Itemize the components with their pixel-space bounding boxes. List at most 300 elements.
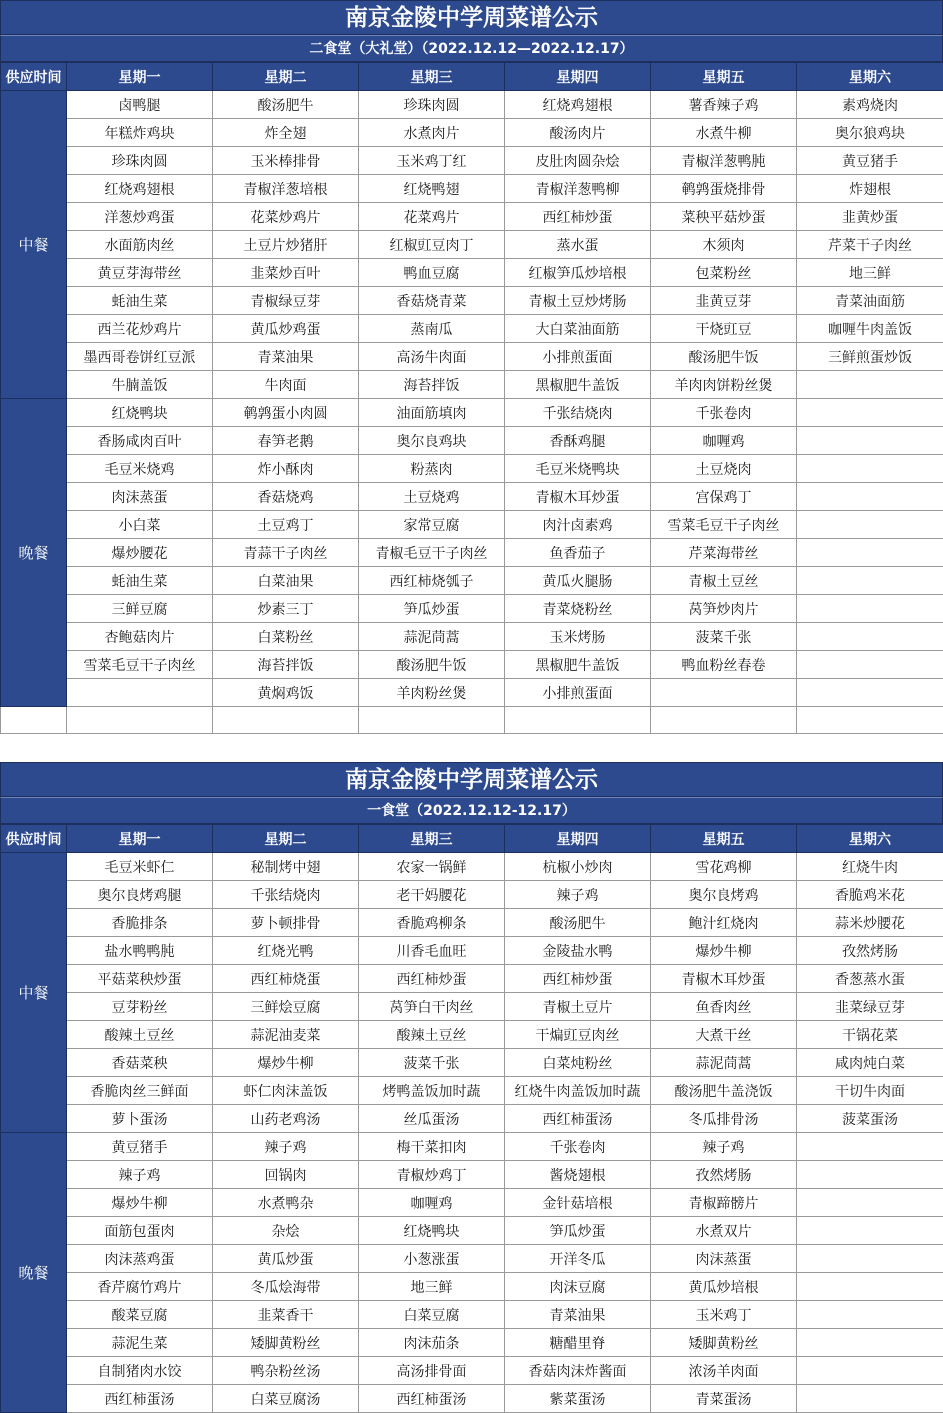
dish-cell: 千张结烧肉 (213, 881, 359, 909)
dish-cell: 黄焖鸡饭 (213, 679, 359, 707)
dish-cell: 牛肉面 (213, 371, 359, 399)
empty-cell (359, 707, 505, 734)
dish-cell: 红椒笋瓜炒培根 (505, 259, 651, 287)
dish-cell: 大白菜油面筋 (505, 315, 651, 343)
day-header: 星期五 (651, 63, 797, 91)
dish-cell: 青椒土豆炒烤肠 (505, 287, 651, 315)
dish-cell: 雪菜毛豆干子肉丝 (651, 511, 797, 539)
dish-cell: 奥尔良烤鸡腿 (67, 881, 213, 909)
dish-cell: 黑椒肥牛盖饭 (505, 651, 651, 679)
dish-cell: 杭椒小炒肉 (505, 853, 651, 881)
day-header: 星期三 (359, 825, 505, 853)
dish-cell: 辣子鸡 (213, 1133, 359, 1161)
dish-cell: 肉沫豆腐 (505, 1273, 651, 1301)
dish-cell (797, 1385, 943, 1413)
dish-cell: 西红柿炒蛋 (505, 965, 651, 993)
dish-cell: 酱烧翅根 (505, 1161, 651, 1189)
dish-cell: 酸汤肥牛盖浇饭 (651, 1077, 797, 1105)
dish-cell: 雪菜毛豆干子肉丝 (67, 651, 213, 679)
dish-cell: 黄瓜炒培根 (651, 1273, 797, 1301)
dish-cell: 三鲜烩豆腐 (213, 993, 359, 1021)
dish-cell: 西红柿蛋汤 (359, 1385, 505, 1413)
dish-cell: 青椒绿豆芽 (213, 287, 359, 315)
dish-cell: 爆炒牛柳 (651, 937, 797, 965)
dish-cell: 水煮双片 (651, 1217, 797, 1245)
dish-cell: 杏鲍菇肉片 (67, 623, 213, 651)
dish-cell: 鲍汁红烧肉 (651, 909, 797, 937)
dish-cell: 青菜油果 (213, 343, 359, 371)
dish-cell: 冬瓜烩海带 (213, 1273, 359, 1301)
dish-cell: 红烧鸭块 (67, 399, 213, 427)
dish-cell: 香脆肉丝三鲜面 (67, 1077, 213, 1105)
dish-cell: 山药老鸡汤 (213, 1105, 359, 1133)
table-row (1, 539, 943, 567)
dish-cell: 酸汤肥牛 (213, 91, 359, 119)
meal-label: 中餐 (1, 853, 67, 1133)
day-header: 星期五 (651, 825, 797, 853)
table-row (1, 1161, 943, 1189)
dish-cell: 干烧豇豆 (651, 315, 797, 343)
dish-cell: 小排煎蛋面 (505, 679, 651, 707)
menu-subtitle: 一食堂（2022.12.12-12.17） (0, 797, 943, 824)
dish-cell: 浓汤羊肉面 (651, 1357, 797, 1385)
table-row (1, 1273, 943, 1301)
dish-cell: 西红柿烧蛋 (213, 965, 359, 993)
dish-cell: 秘制烤中翅 (213, 853, 359, 881)
dish-cell: 地三鲜 (359, 1273, 505, 1301)
dish-cell: 青椒木耳炒蛋 (505, 483, 651, 511)
dish-cell: 玉米鸡丁红 (359, 147, 505, 175)
table-row (1, 1385, 943, 1413)
meal-label: 晚餐 (1, 399, 67, 707)
dish-cell: 卤鸭腿 (67, 91, 213, 119)
dish-cell: 青椒毛豆干子肉丝 (359, 539, 505, 567)
dish-cell: 菠菜蛋汤 (797, 1105, 943, 1133)
dish-cell: 青椒洋葱鸭肫 (651, 147, 797, 175)
dish-cell: 香肠咸肉百叶 (67, 427, 213, 455)
dish-cell: 咖喱牛肉盖饭 (797, 315, 943, 343)
dish-cell: 韭黄炒蛋 (797, 203, 943, 231)
table-row (1, 315, 943, 343)
dish-cell: 咖喱鸡 (359, 1189, 505, 1217)
dish-cell: 老干妈腰花 (359, 881, 505, 909)
dish-cell: 韭菜香干 (213, 1301, 359, 1329)
dish-cell: 西红柿炒蛋 (505, 203, 651, 231)
table-row (1, 1217, 943, 1245)
dish-cell: 辣子鸡 (505, 881, 651, 909)
table-row (1, 937, 943, 965)
dish-cell: 酸汤肉片 (505, 119, 651, 147)
dish-cell (797, 1301, 943, 1329)
table-row (1, 965, 943, 993)
dish-cell: 白菜豆腐汤 (213, 1385, 359, 1413)
table-row (1, 567, 943, 595)
dish-cell: 白菜豆腐 (359, 1301, 505, 1329)
day-header: 星期四 (505, 825, 651, 853)
dish-cell (797, 651, 943, 679)
dish-cell: 韭菜绿豆芽 (797, 993, 943, 1021)
dish-cell: 蚝油生菜 (67, 287, 213, 315)
dish-cell: 雪花鸡柳 (651, 853, 797, 881)
dish-cell: 春笋老鹅 (213, 427, 359, 455)
dish-cell: 酸辣土豆丝 (67, 1021, 213, 1049)
dish-cell: 矮脚黄粉丝 (213, 1329, 359, 1357)
empty-cell (1, 707, 67, 734)
dish-cell: 爆炒牛柳 (67, 1189, 213, 1217)
dish-cell: 蒜米炒腰花 (797, 909, 943, 937)
table-row (1, 455, 943, 483)
table-row (1, 343, 943, 371)
dish-cell: 肉沫茄条 (359, 1329, 505, 1357)
table-row (1, 853, 943, 881)
day-header: 星期一 (67, 825, 213, 853)
dish-cell: 黑椒肥牛盖饭 (505, 371, 651, 399)
table-row (1, 1301, 943, 1329)
dish-cell: 蚝油生菜 (67, 567, 213, 595)
dish-cell: 蒜泥茼蒿 (651, 1049, 797, 1077)
dish-cell: 西红柿蛋汤 (67, 1385, 213, 1413)
dish-cell: 回锅肉 (213, 1161, 359, 1189)
dish-cell: 干切牛肉面 (797, 1077, 943, 1105)
dish-cell: 香菇菜秧 (67, 1049, 213, 1077)
dish-cell: 木须肉 (651, 231, 797, 259)
dish-cell: 土豆烧肉 (651, 455, 797, 483)
header-row (1, 825, 943, 853)
dish-cell: 蒜泥生菜 (67, 1329, 213, 1357)
dish-cell (797, 567, 943, 595)
dish-cell: 奥尔良鸡块 (359, 427, 505, 455)
dish-cell (67, 679, 213, 707)
meal-label: 中餐 (1, 91, 67, 399)
dish-cell: 开洋冬瓜 (505, 1245, 651, 1273)
dish-cell: 羊肉肉饼粉丝煲 (651, 371, 797, 399)
dish-cell: 干锅花菜 (797, 1021, 943, 1049)
time-header: 供应时间 (1, 63, 67, 91)
dish-cell: 西兰花炒鸡片 (67, 315, 213, 343)
table-row (1, 679, 943, 707)
dish-cell: 奥尔狼鸡块 (797, 119, 943, 147)
dish-cell: 青菜蛋汤 (651, 1385, 797, 1413)
dish-cell: 酸汤肥牛 (505, 909, 651, 937)
dish-cell: 小葱涨蛋 (359, 1245, 505, 1273)
table-row (1, 651, 943, 679)
table-row (1, 147, 943, 175)
dish-cell: 青椒木耳炒蛋 (651, 965, 797, 993)
dish-cell: 杂烩 (213, 1217, 359, 1245)
dish-cell: 菠菜千张 (651, 623, 797, 651)
dish-cell: 海苔拌饭 (359, 371, 505, 399)
dish-cell: 萝卜蛋汤 (67, 1105, 213, 1133)
dish-cell: 鱼香茄子 (505, 539, 651, 567)
dish-cell: 黄豆猪手 (797, 147, 943, 175)
table-row (1, 91, 943, 119)
dish-cell: 三鲜煎蛋炒饭 (797, 343, 943, 371)
dish-cell: 韭菜炒百叶 (213, 259, 359, 287)
dish-cell: 花菜鸡片 (359, 203, 505, 231)
dish-cell: 红烧鸡翅根 (67, 175, 213, 203)
dish-cell: 酸汤肥牛饭 (359, 651, 505, 679)
dish-cell: 矮脚黄粉丝 (651, 1329, 797, 1357)
empty-cell (505, 707, 651, 734)
dish-cell: 孜然烤肠 (651, 1161, 797, 1189)
dish-cell: 海苔拌饭 (213, 651, 359, 679)
dish-cell: 家常豆腐 (359, 511, 505, 539)
empty-cell (213, 707, 359, 734)
dish-cell: 炒素三丁 (213, 595, 359, 623)
empty-cell (67, 707, 213, 734)
dish-cell: 青椒炒鸡丁 (359, 1161, 505, 1189)
dish-cell: 金针菇培根 (505, 1189, 651, 1217)
dish-cell (797, 595, 943, 623)
day-header: 星期三 (359, 63, 505, 91)
table-row (1, 909, 943, 937)
dish-cell: 青椒土豆片 (505, 993, 651, 1021)
dish-cell (797, 511, 943, 539)
dish-cell: 孜然烤肠 (797, 937, 943, 965)
dish-cell: 蒜泥茼蒿 (359, 623, 505, 651)
dish-cell (797, 1217, 943, 1245)
dish-cell: 红椒豇豆肉丁 (359, 231, 505, 259)
dish-cell: 萝卜顿排骨 (213, 909, 359, 937)
dish-cell: 红烧鸡翅根 (505, 91, 651, 119)
dish-cell: 土豆烧鸡 (359, 483, 505, 511)
dish-cell: 三鲜豆腐 (67, 595, 213, 623)
dish-cell: 青蒜干子肉丝 (213, 539, 359, 567)
dish-cell (797, 427, 943, 455)
dish-cell: 青椒土豆丝 (651, 567, 797, 595)
dish-cell: 金陵盐水鸭 (505, 937, 651, 965)
dish-cell: 大煮干丝 (651, 1021, 797, 1049)
dish-cell (797, 1133, 943, 1161)
dish-cell: 青菜烧粉丝 (505, 595, 651, 623)
dish-cell: 面筋包蛋肉 (67, 1217, 213, 1245)
dish-cell: 鸭血粉丝春卷 (651, 651, 797, 679)
dish-cell: 鸭血豆腐 (359, 259, 505, 287)
table-row (1, 483, 943, 511)
table-row (1, 371, 943, 399)
dish-cell: 烤鸭盖饭加时蔬 (359, 1077, 505, 1105)
empty-cell (797, 707, 943, 734)
menu-table (0, 62, 943, 734)
dish-cell: 西红柿炒蛋 (359, 965, 505, 993)
dish-cell: 宫保鸡丁 (651, 483, 797, 511)
dish-cell: 玉米鸡丁 (651, 1301, 797, 1329)
table-row (1, 1245, 943, 1273)
dish-cell: 玉米棒排骨 (213, 147, 359, 175)
dish-cell: 皮肚肉圆杂烩 (505, 147, 651, 175)
dish-cell: 糖醋里脊 (505, 1329, 651, 1357)
dish-cell: 菜秧平菇炒蛋 (651, 203, 797, 231)
dish-cell: 水煮鸭杂 (213, 1189, 359, 1217)
dish-cell: 青椒洋葱鸭柳 (505, 175, 651, 203)
dish-cell: 豆芽粉丝 (67, 993, 213, 1021)
table-row (1, 231, 943, 259)
table-row (1, 427, 943, 455)
table-row (1, 175, 943, 203)
dish-cell: 紫菜蛋汤 (505, 1385, 651, 1413)
dish-cell: 千张结烧肉 (505, 399, 651, 427)
dish-cell: 白菜炖粉丝 (505, 1049, 651, 1077)
dish-cell: 盐水鸭鸭肫 (67, 937, 213, 965)
dish-cell: 爆炒腰花 (67, 539, 213, 567)
dish-cell: 蒸南瓜 (359, 315, 505, 343)
table-row (1, 259, 943, 287)
dish-cell: 冬瓜排骨汤 (651, 1105, 797, 1133)
dish-cell: 肉汁卤素鸡 (505, 511, 651, 539)
table-row (1, 1133, 943, 1161)
dish-cell: 香芹腐竹鸡片 (67, 1273, 213, 1301)
dish-cell: 黄瓜炒蛋 (213, 1245, 359, 1273)
time-header: 供应时间 (1, 825, 67, 853)
dish-cell: 粉蒸肉 (359, 455, 505, 483)
table-row (1, 1049, 943, 1077)
dish-cell: 土豆片炒猪肝 (213, 231, 359, 259)
header-row (1, 63, 943, 91)
dish-cell (797, 623, 943, 651)
dish-cell: 水煮肉片 (359, 119, 505, 147)
dish-cell: 菠菜千张 (359, 1049, 505, 1077)
dish-cell: 花菜炒鸡片 (213, 203, 359, 231)
dish-cell: 西红柿蛋汤 (505, 1105, 651, 1133)
dish-cell (797, 1329, 943, 1357)
dish-cell: 小白菜 (67, 511, 213, 539)
meal-label: 晚餐 (1, 1133, 67, 1413)
dish-cell (797, 1357, 943, 1385)
dish-cell: 包菜粉丝 (651, 259, 797, 287)
dish-cell: 香酥鸡腿 (505, 427, 651, 455)
menu-title: 南京金陵中学周菜谱公示 (0, 762, 943, 797)
dish-cell: 肉沫蒸鸡蛋 (67, 1245, 213, 1273)
dish-cell: 鹌鹑蛋烧排骨 (651, 175, 797, 203)
dish-cell: 鹌鹑蛋小肉圆 (213, 399, 359, 427)
dish-cell: 平菇菜秧炒蛋 (67, 965, 213, 993)
blank-row (1, 707, 943, 734)
dish-cell: 炸翅根 (797, 175, 943, 203)
day-header: 星期六 (797, 825, 943, 853)
dish-cell: 青菜油果 (505, 1301, 651, 1329)
dish-cell: 青椒洋葱培根 (213, 175, 359, 203)
dish-cell: 素鸡烧肉 (797, 91, 943, 119)
dish-cell: 香脆排条 (67, 909, 213, 937)
dish-cell: 笋瓜炒蛋 (505, 1217, 651, 1245)
dish-cell: 咸肉炖白菜 (797, 1049, 943, 1077)
dish-cell: 香菇烧青菜 (359, 287, 505, 315)
dish-cell (797, 483, 943, 511)
dish-cell: 肉沫蒸蛋 (651, 1245, 797, 1273)
dish-cell: 虾仁肉沫盖饭 (213, 1077, 359, 1105)
dish-cell: 毛豆米虾仁 (67, 853, 213, 881)
dish-cell: 肉沫蒸蛋 (67, 483, 213, 511)
table-row (1, 1189, 943, 1217)
table-row (1, 595, 943, 623)
dish-cell (797, 1161, 943, 1189)
dish-cell: 黄瓜火腿肠 (505, 567, 651, 595)
dish-cell: 奥尔良烤鸡 (651, 881, 797, 909)
day-header: 星期一 (67, 63, 213, 91)
dish-cell: 西红柿烧瓠子 (359, 567, 505, 595)
dish-cell: 高汤牛肉面 (359, 343, 505, 371)
dish-cell: 香脆鸡米花 (797, 881, 943, 909)
table-row (1, 1357, 943, 1385)
dish-cell (797, 1245, 943, 1273)
dish-cell: 莴笋炒肉片 (651, 595, 797, 623)
dish-cell: 千张卷肉 (651, 399, 797, 427)
dish-cell: 芹菜干子肉丝 (797, 231, 943, 259)
dish-cell: 炸全翅 (213, 119, 359, 147)
dish-cell: 墨西哥卷饼红豆派 (67, 343, 213, 371)
dish-cell: 自制猪肉水饺 (67, 1357, 213, 1385)
dish-cell: 青菜油面筋 (797, 287, 943, 315)
dish-cell (797, 1273, 943, 1301)
day-header: 星期四 (505, 63, 651, 91)
dish-cell: 笋瓜炒蛋 (359, 595, 505, 623)
dish-cell: 川香毛血旺 (359, 937, 505, 965)
table-row (1, 399, 943, 427)
table-row (1, 203, 943, 231)
dish-cell: 黄豆芽海带丝 (67, 259, 213, 287)
dish-cell: 小排煎蛋面 (505, 343, 651, 371)
dish-cell: 千张卷肉 (505, 1133, 651, 1161)
dish-cell (797, 399, 943, 427)
dish-cell: 年糕炸鸡块 (67, 119, 213, 147)
dish-cell: 青椒蹄髈片 (651, 1189, 797, 1217)
table-row (1, 993, 943, 1021)
dish-cell: 辣子鸡 (67, 1161, 213, 1189)
dish-cell: 土豆鸡丁 (213, 511, 359, 539)
dish-cell: 毛豆米烧鸭块 (505, 455, 651, 483)
dish-cell (651, 679, 797, 707)
dish-cell: 莴笋白干肉丝 (359, 993, 505, 1021)
dish-cell: 鱼香肉丝 (651, 993, 797, 1021)
dish-cell: 蒸水蛋 (505, 231, 651, 259)
dish-cell: 红烧鸭块 (359, 1217, 505, 1245)
table-row (1, 1021, 943, 1049)
dish-cell: 油面筋填肉 (359, 399, 505, 427)
menu-canteen-1 (0, 762, 943, 1413)
dish-cell: 洋葱炒鸡蛋 (67, 203, 213, 231)
dish-cell: 酸辣土豆丝 (359, 1021, 505, 1049)
dish-cell: 白菜油果 (213, 567, 359, 595)
dish-cell: 农家一锅鲜 (359, 853, 505, 881)
table-row (1, 119, 943, 147)
dish-cell: 珍珠肉圆 (359, 91, 505, 119)
menu-table (0, 824, 943, 1413)
day-header: 星期六 (797, 63, 943, 91)
dish-cell: 红烧牛肉盖饭加时蔬 (505, 1077, 651, 1105)
dish-cell (797, 1189, 943, 1217)
menu-subtitle: 二食堂（大礼堂）（2022.12.12—2022.12.17） (0, 35, 943, 62)
table-row (1, 1329, 943, 1357)
dish-cell: 白菜粉丝 (213, 623, 359, 651)
dish-cell: 炸小酥肉 (213, 455, 359, 483)
dish-cell: 酸汤肥牛饭 (651, 343, 797, 371)
dish-cell: 水煮牛柳 (651, 119, 797, 147)
dish-cell: 水面筋肉丝 (67, 231, 213, 259)
dish-cell: 羊肉粉丝煲 (359, 679, 505, 707)
table-row (1, 1077, 943, 1105)
dish-cell: 蒜泥油麦菜 (213, 1021, 359, 1049)
dish-cell: 鸭杂粉丝汤 (213, 1357, 359, 1385)
day-header: 星期二 (213, 825, 359, 853)
dish-cell: 丝瓜蛋汤 (359, 1105, 505, 1133)
dish-cell: 薯香辣子鸡 (651, 91, 797, 119)
dish-cell: 玉米烤肠 (505, 623, 651, 651)
dish-cell: 辣子鸡 (651, 1133, 797, 1161)
dish-cell: 毛豆米烧鸡 (67, 455, 213, 483)
dish-cell (797, 679, 943, 707)
dish-cell (797, 455, 943, 483)
dish-cell: 黄豆猪手 (67, 1133, 213, 1161)
